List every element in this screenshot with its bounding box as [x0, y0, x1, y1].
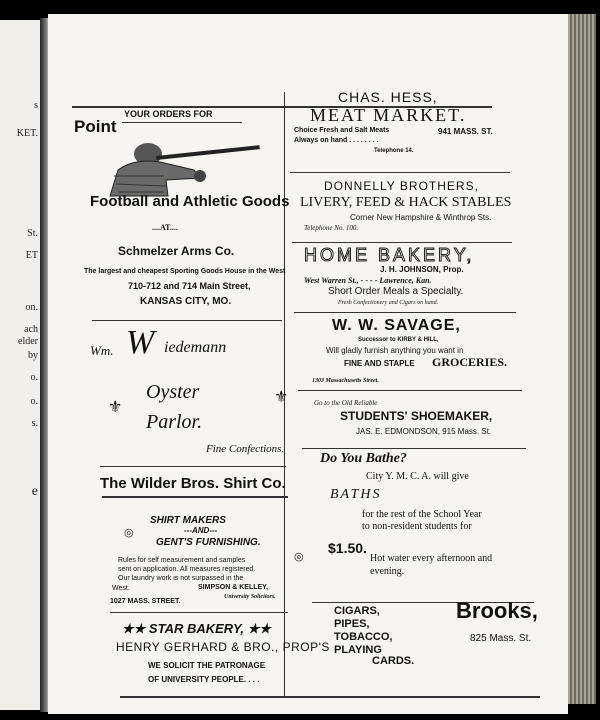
wilder-agents-title: University Solicitors.	[224, 594, 276, 600]
wilder-title-underline	[102, 496, 288, 498]
savage-groceries: GROCERIES.	[432, 355, 508, 369]
hess-line2: Always on hand . . . . . . . .	[294, 137, 379, 144]
ad-divider	[110, 612, 288, 613]
ad-divider	[294, 312, 516, 313]
left-page-fragment: s	[34, 100, 38, 111]
wiedemann-name: iedemann	[164, 339, 227, 356]
bakery-specialty: Short Order Meals a Specialty.	[328, 286, 464, 297]
wilder-rules1: Rules for self measurement and samples	[118, 557, 246, 564]
orders-tagline: YOUR ORDERS FOR	[124, 109, 213, 119]
document-page	[48, 14, 568, 714]
left-page-fragment: by	[28, 350, 38, 361]
fine-confections: Fine Confections.	[206, 443, 285, 455]
donnelly-address: Corner New Hampshire & Winthrop Sts.	[350, 213, 492, 222]
shoemaker-owner: JAS. E. EDMONDSON, 915 Mass. St.	[356, 427, 492, 436]
ymca-line3: to non-resident students for	[362, 521, 472, 532]
bakery-name: HOME BAKERY,	[304, 245, 475, 265]
ymca-price: $1.50.	[328, 540, 367, 556]
star-line2: OF UNIVERSITY PEOPLE. . . .	[148, 675, 260, 684]
shoemaker-name: STUDENTS' SHOEMAKER,	[340, 409, 493, 423]
ad-divider	[100, 466, 286, 467]
left-page-fragment: St.	[27, 228, 38, 239]
wilder-agents: SIMPSON & KELLEY,	[198, 584, 269, 591]
wilder-rules4: West.	[112, 585, 130, 592]
ad-divider	[292, 242, 512, 243]
ad-divider	[92, 320, 282, 321]
star-title: ★★ STAR BAKERY, ★★	[122, 621, 271, 636]
savage-address: 1303 Massachusetts Street.	[312, 378, 379, 384]
company-city: KANSAS CITY, MO.	[140, 296, 232, 307]
wilder-line3: GENT'S FURNISHING.	[156, 537, 261, 548]
shoemaker-intro: Go to the Old Reliable	[314, 399, 378, 407]
target-ornament-icon: ◎	[124, 527, 134, 539]
brooks-name: Brooks,	[456, 598, 538, 623]
savage-line1: Will gladly furnish anything you want in	[326, 346, 464, 355]
ad-divider	[298, 390, 522, 391]
headline: Football and Athletic Goods	[90, 193, 290, 210]
left-page-edge	[0, 20, 42, 710]
brooks-item-last: CARDS.	[372, 655, 415, 667]
ymca-heading: Do You Bathe?	[320, 451, 407, 466]
wilder-title: The Wilder Bros. Shirt Co.	[100, 475, 286, 492]
company-description: The largest and cheapest Sporting Goods House in the West	[84, 268, 286, 275]
donnelly-phone: Telephone No. 100.	[304, 224, 359, 232]
donnelly-business: LIVERY, FEED & HACK STABLES	[300, 195, 512, 210]
gun-barrel-line	[122, 122, 242, 123]
fleuron-left-icon: ⚜	[108, 399, 123, 416]
bakery-prop: J. H. JOHNSON, Prop.	[380, 265, 464, 274]
wilder-address: 1027 MASS. STREET.	[110, 598, 181, 605]
ad-divider	[302, 448, 526, 449]
ad-divider	[290, 172, 510, 173]
hess-address: 941 MASS. ST.	[438, 127, 493, 136]
wilder-rules2: sent on application. All measures registered.	[118, 566, 256, 573]
wilder-line1: SHIRT MAKERS	[150, 515, 226, 526]
at-text: ....AT....	[152, 223, 178, 232]
hess-phone: Telephone 14.	[374, 148, 414, 154]
hunter-illustration	[104, 136, 264, 198]
brooks-item: CIGARS,	[334, 605, 380, 617]
savage-fine: FINE AND STAPLE	[344, 359, 415, 368]
left-page-fragment: ET	[25, 250, 38, 261]
savage-successor: Successor to KIRBY & HILL,	[358, 337, 439, 343]
donnelly-name: DONNELLY BROTHERS,	[324, 179, 479, 193]
oyster-title: Oyster	[146, 381, 200, 403]
left-page-fragment: KET.	[16, 128, 38, 139]
brooks-item: PIPES,	[334, 618, 370, 630]
page-stack-edge	[566, 14, 596, 704]
left-page-fragment: o.	[30, 396, 38, 407]
left-page-fragment: on.	[25, 302, 38, 313]
point-word: Point	[74, 117, 117, 136]
brooks-item: TOBACCO,	[334, 631, 393, 643]
hess-business: MEAT MARKET.	[310, 105, 467, 125]
left-page-fragment: s.	[31, 418, 38, 429]
brooks-item: PLAYING	[334, 644, 382, 656]
bakery-extra: Fresh Confectionery and Cigars on hand.	[338, 300, 439, 306]
left-page-fragment: elder	[18, 336, 38, 347]
wilder-rules3: Our laundry work is not surpassed in the	[118, 575, 244, 582]
left-page-fragment: ach	[24, 324, 38, 335]
ymca-line4: Hot water every afternoon and	[370, 553, 493, 564]
brooks-address: 825 Mass. St.	[470, 633, 532, 644]
savage-name: W. W. SAVAGE,	[332, 317, 461, 334]
ymca-line5: evening.	[370, 566, 405, 577]
left-page-fragment: e	[31, 484, 38, 499]
fleuron-right-icon: ⚜	[274, 389, 289, 406]
company-address: 710-712 and 714 Main Street,	[128, 281, 251, 291]
bottom-rule	[120, 696, 540, 698]
star-owner: HENRY GERHARD & BRO., PROP'S	[116, 640, 330, 654]
star-line1: WE SOLICIT THE PATRONAGE	[148, 661, 266, 670]
bakery-street: West Warren St., - - - - Lawrence, Kan.	[304, 276, 432, 285]
ymca-line1: City Y. M. C. A. will give	[366, 471, 469, 482]
left-page-fragment: o.	[30, 372, 38, 383]
target-ornament-icon: ◎	[294, 551, 304, 563]
ymca-line2: for the rest of the School Year	[362, 509, 482, 520]
ymca-baths: BATHS	[330, 487, 382, 502]
parlor-title: Parlor.	[146, 411, 203, 433]
wilder-line2: ---AND---	[184, 526, 218, 535]
wiedemann-initial: W	[126, 324, 155, 361]
hess-name: CHAS. HESS,	[338, 89, 438, 105]
company-name: Schmelzer Arms Co.	[118, 244, 235, 258]
wiedemann-prefix: Wm.	[90, 343, 114, 358]
hess-line1: Choice Fresh and Salt Meats	[294, 127, 390, 134]
